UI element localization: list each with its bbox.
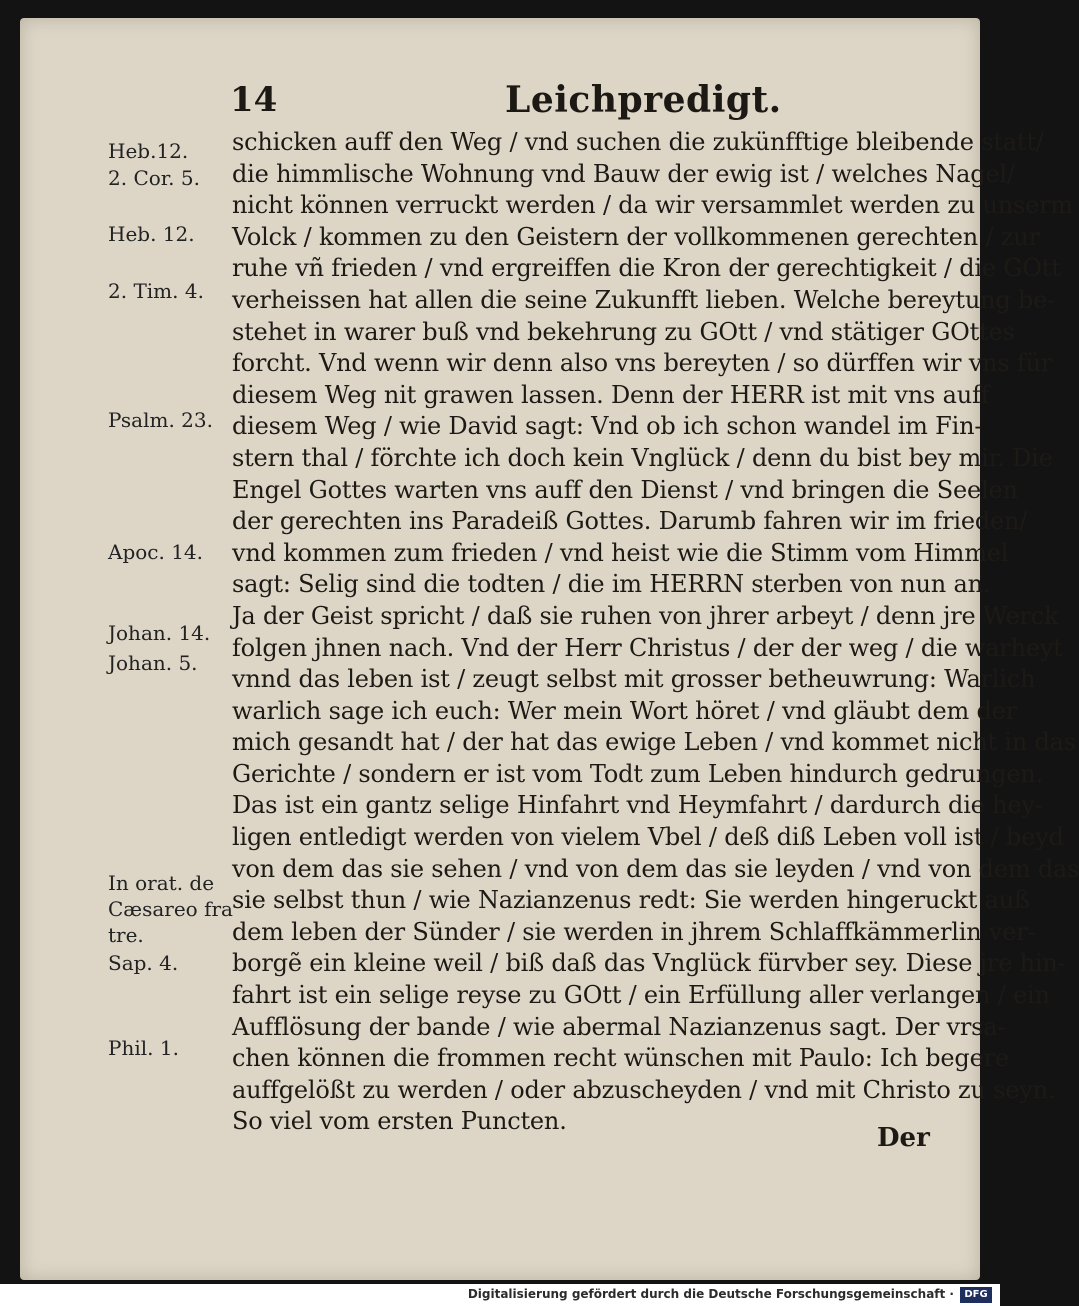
margin-note: Johan. 5.	[108, 651, 198, 675]
text-line: auffgelößt zu werden / oder abzuscheyden / vnd mit Christo zu seyn.	[232, 1075, 1056, 1104]
margin-note: 2. Cor. 5.	[108, 166, 200, 190]
funding-credit: Digitalisierung gefördert durch die Deutsche Forschungsgemeinschaft ·	[467, 1287, 954, 1301]
margin-note: Cæsareo fra	[108, 897, 233, 921]
margin-note: Phil. 1.	[108, 1036, 179, 1060]
margin-note: 2. Tim. 4.	[108, 279, 204, 303]
text-line: vnd kommen zum frieden / vnd heist wie die Stimm vom Himmel	[232, 538, 1009, 567]
text-line: diesem Weg nit grawen lassen. Denn der HERR ist mit vns auff	[232, 380, 990, 409]
margin-note: Johan. 14.	[108, 621, 211, 645]
text-line: fahrt ist ein selige reyse zu GOtt / ein Erfüllung aller verlangen / ein	[232, 981, 1050, 1010]
text-line: mich gesandt hat / der hat das ewige Leben / vnd kommet nicht in das	[232, 728, 1076, 757]
text-line: Volck / kommen zu den Geistern der vollkommenen gerechten / zur	[232, 222, 1040, 251]
text-line: forcht. Vnd wenn wir denn also vns bereyten / so dürffen wir vns für	[232, 349, 1053, 378]
text-line: sie selbst thun / wie Nazianzenus redt: Sie werden hingeruckt auß	[232, 886, 1030, 915]
margin-note: Apoc. 14.	[108, 540, 204, 564]
text-line: stehet in warer buß vnd bekehrung zu GOtt / vnd stätiger GOttes	[232, 317, 1015, 346]
catchword: Der	[877, 1123, 930, 1153]
text-line: schicken auff den Weg / vnd suchen die zukünfftige bleibende statt/	[232, 128, 1044, 156]
text-line: der gerechten ins Paradeiß Gottes. Darumb fahren wir im frieden/	[232, 507, 1028, 536]
page-number: 14	[230, 80, 278, 120]
margin-note: Psalm. 23.	[108, 408, 213, 432]
text-line: Aufflösung der bande / wie abermal Nazianzenus sagt. Der vrsa-	[232, 1012, 1006, 1041]
margin-note: In orat. de	[108, 871, 215, 895]
text-line: diesem Weg / wie David sagt: Vnd ob ich schon wandel im Fin-	[232, 412, 983, 441]
text-line: nicht können verruckt werden / da wir versammlet werden zu unserm	[232, 191, 1073, 220]
text-line: die himmlische Wohnung vnd Bauw der ewig ist / welches Nagel/	[232, 159, 1015, 188]
text-line: Gerichte / sondern er ist vom Todt zum Leben hindurch gedrungen.	[232, 759, 1044, 788]
margin-note: Sap. 4.	[108, 951, 179, 975]
running-title: Leichpredigt.	[505, 79, 782, 121]
text-line: folgen jhnen nach. Vnd der Herr Christus / der der weg / die warheyt	[232, 633, 1063, 662]
text-line: ligen entledigt werden von vielem Vbel / deß diß Leben voll ist / beyd	[232, 823, 1064, 852]
text-line: chen können die frommen recht wünschen mit Paulo: Ich begere	[232, 1044, 1009, 1073]
margin-note: tre.	[108, 923, 144, 947]
text-line: sagt: Selig sind die todten / die im HERRN sterben von nun an.	[232, 570, 991, 599]
text-line: verheissen hat allen die seine Zukunfft lieben. Welche bereytung be-	[232, 285, 1056, 314]
text-line: So viel vom ersten Puncten.	[232, 1107, 567, 1136]
body-text	[232, 127, 1079, 1138]
text-line: warlich sage ich euch: Wer mein Wort höret / vnd gläubt dem der	[232, 696, 1017, 725]
dfg-logo-icon: DFG	[960, 1287, 992, 1303]
text-line: von dem das sie sehen / vnd von dem das sie leyden / vnd von dem das	[232, 854, 1079, 883]
footer-bar	[0, 1284, 1000, 1306]
margin-note: Heb.12.	[108, 139, 189, 163]
text-line: dem leben der Sünder / sie werden in jhrem Schlaffkämmerlin ver-	[232, 917, 1036, 946]
text-line: borgẽ ein kleine weil / biß daß das Vnglück fürvber sey. Diese jre hin-	[232, 949, 1066, 978]
text-line: ruhe vñ frieden / vnd ergreiffen die Kron der gerechtigkeit / die GOtt	[232, 254, 1061, 283]
text-line: Das ist ein gantz selige Hinfahrt vnd Heymfahrt / dardurch die hey-	[232, 791, 1043, 820]
text-line: Engel Gottes warten vns auff den Dienst / vnd bringen die Seelen	[232, 475, 1018, 504]
text-line: Ja der Geist spricht / daß sie ruhen von jhrer arbeyt / denn jre Werck	[232, 601, 1059, 630]
text-line: stern thal / förchte ich doch kein Vnglück / denn du bist bey mir. Die	[232, 443, 1053, 472]
text-line: vnnd das leben ist / zeugt selbst mit grosser betheuwrung: Warlich	[232, 665, 1036, 694]
margin-note: Heb. 12.	[108, 222, 195, 246]
